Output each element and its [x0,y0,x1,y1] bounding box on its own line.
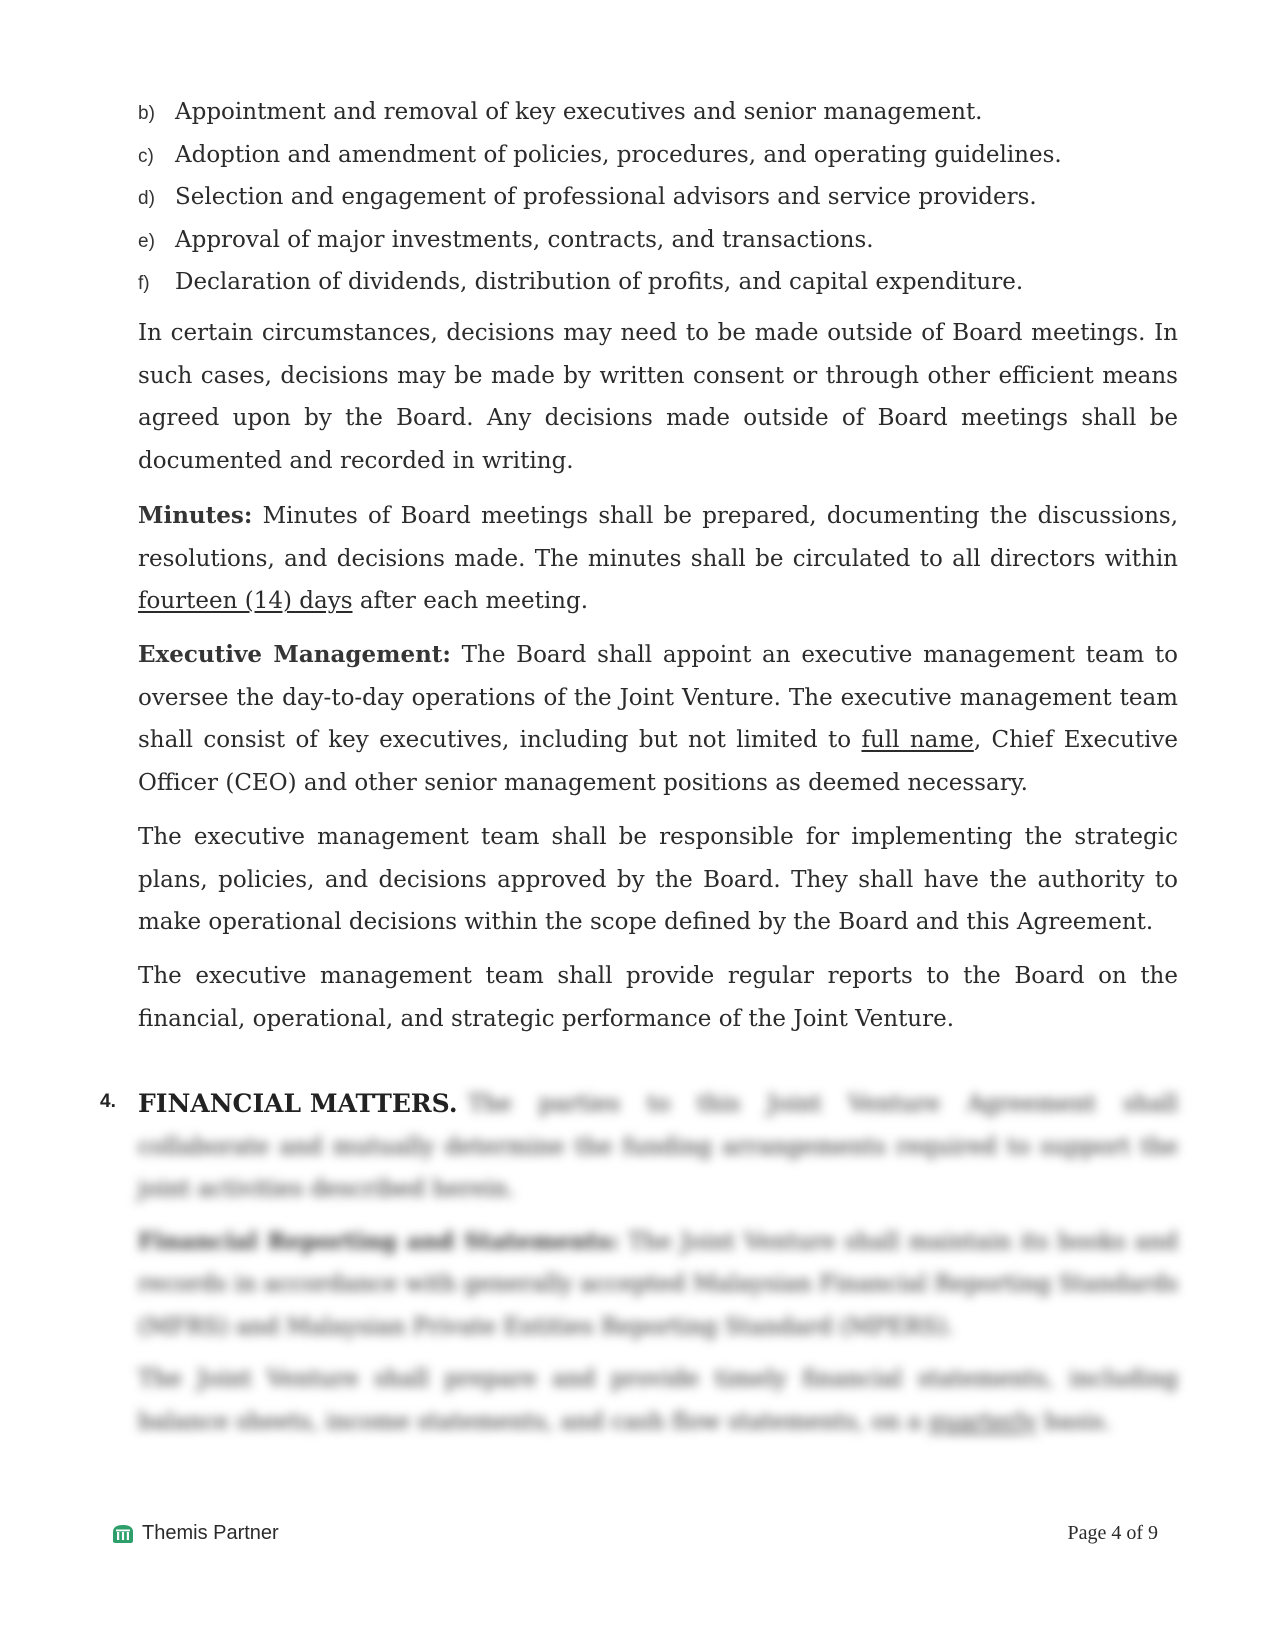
list-item-text: Declaration of dividends, distribution of profits, and capital expenditure. [175,269,1024,295]
list-item [138,176,1178,219]
blurred-text: The Joint Venture shall maintain its books and records in accordance with generally accepted Malaysian Financial Reporting Standards (MFRS) and Malaysian Private Entities Reporting Standard (MPERS). [138,1228,1178,1340]
paragraph-text: In certain circumstances, decisions may need to be made outside of Board meetings. In such cases, decisions may be made by written consent or through other efficient means agreed upon by the Board. Any decisions made outside of Board meetings shall be documented and recorded in writing. [138,320,1178,474]
list-item-text: Appointment and removal of key executives and senior management. [175,99,983,125]
minutes-label: Minutes: [138,502,253,529]
list-item [138,261,1178,304]
minutes-text-end: after each meeting. [352,588,589,614]
list-item [138,219,1178,262]
executive-text-end: , Chief Executive Officer (CEO) and other senior management positions as deemed necessary. [138,727,1178,796]
list-item-text: Selection and engagement of professional advisors and service providers. [175,184,1037,210]
minutes-text: Minutes of Board meetings shall be prepared, documenting the discussions, resolutions, and decisions made. The minutes shall be circulated to all directors within [138,503,1178,572]
section-title: FINANCIAL MATTERS. [138,1089,458,1118]
list-marker: e) [138,230,155,252]
executive-text: The Board shall appoint an executive management team to oversee the day-to-day operations of the Joint Venture. The executive management team shall consist of key executives, including but not limited to [138,642,1178,753]
blurred-section-content [138,1083,1178,1443]
themis-logo-icon [110,1523,136,1545]
brand-name: Themis Partner [142,1522,279,1544]
minutes-paragraph [138,495,1178,623]
reports-paragraph [138,955,1178,1040]
list-item [138,91,1178,134]
list-item-text: Approval of major investments, contracts, and transactions. [175,226,874,253]
page-number: Page 4 of 9 [1067,1522,1158,1544]
list-marker: c) [138,145,154,167]
paragraph-text: The executive management team shall provide regular reports to the Board on the financial, operational, and strategic performance of the Joint Venture. [138,963,1178,1032]
minutes-deadline: fourteen (14) days [138,588,353,614]
executive-full-name: full name [861,727,974,753]
section-number: 4. [100,1091,116,1112]
blurred-label: Financial Reporting and Statements: [138,1227,620,1255]
paragraph-text: The executive management team shall be responsible for implementing the strategic plans, policies, and decisions approved by the Board. They shall have the authority to make operational decisions within the scope defined by the Board and this Agreement. [138,824,1178,935]
blurred-quarterly: quarterly [928,1408,1037,1435]
executive-management-paragraph [138,634,1178,804]
blurred-para2: The Joint Venture shall prepare and provide timely financial statements, including balance sheets, income statements, and cash flow statements, on a [138,1366,1178,1435]
decision-list [138,91,1178,304]
list-marker: d) [138,188,155,209]
blurred-para2-end: basis. [1037,1408,1112,1435]
list-item [138,134,1178,177]
footer-brand [110,1522,279,1545]
outside-meetings-paragraph [138,312,1178,482]
responsibilities-paragraph [138,816,1178,944]
list-item-text: Adoption and amendment of policies, procedures, and operating guidelines. [175,141,1062,168]
list-marker: b) [138,103,155,124]
executive-label: Executive Management: [138,641,451,668]
blurred-intro: The parties to this Joint Venture Agreement shall collaborate and mutually determine the funding arrangements required to support the joint activities described herein. [138,1091,1178,1202]
list-marker: f) [138,273,150,294]
